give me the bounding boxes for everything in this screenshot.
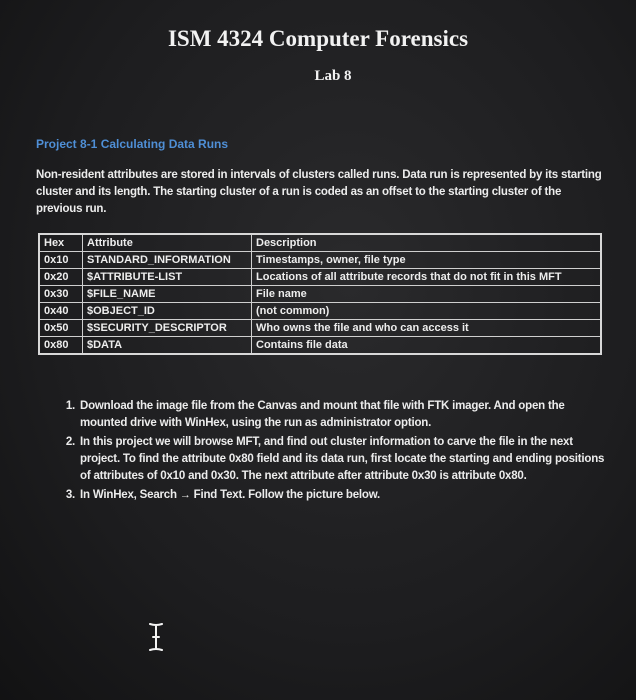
cell-hex: 0x80: [39, 337, 83, 355]
table-header-row: [39, 234, 601, 252]
intro-paragraph: Non-resident attributes are stored in intervals of clusters called runs. Data run is represented by its starting cluster and its length. The starting cluster of a run is coded as an offset to the starting cluster of the previous run.: [36, 169, 602, 215]
step-text-before: In WinHex, Search: [80, 489, 177, 501]
cell-attribute: $OBJECT_ID: [83, 303, 252, 320]
table-row: [39, 269, 601, 286]
table-row: [39, 286, 601, 303]
right-arrow-icon: →: [179, 489, 191, 501]
table-row: [39, 320, 601, 337]
cell-description: File name: [252, 286, 602, 303]
cell-attribute: $FILE_NAME: [83, 286, 252, 303]
cell-attribute: $DATA: [83, 337, 252, 355]
document-title: ISM 4324 Computer Forensics: [167, 26, 469, 51]
cell-hex: 0x30: [39, 286, 83, 303]
instruction-steps: [48, 398, 610, 506]
lab-number: Lab 8: [314, 68, 352, 84]
step-item: 1. Download the image file from the Canvas and mount that file with FTK imager. And open the mounted drive with WinHex, using the run as administrator option.: [78, 398, 610, 432]
cell-attribute: $SECURITY_DESCRIPTOR: [83, 320, 252, 337]
cell-hex: 0x10: [39, 252, 83, 269]
cell-attribute: STANDARD_INFORMATION: [83, 252, 252, 269]
table-row: [39, 252, 601, 269]
cell-description: (not common): [252, 303, 602, 320]
cell-hex: 0x50: [39, 320, 83, 337]
step-item: 2. In this project we will browse MFT, and find out cluster information to carve the file in the next project. To find the attribute 0x80 field and its data run, first locate the starting and ending positions of attributes of 0x10 and 0x30. The next attribute after attribute 0x30 is attribute 0x80.: [78, 434, 610, 485]
cell-hex: 0x20: [39, 269, 83, 286]
step-item: [78, 487, 610, 504]
project-heading: Project 8-1 Calculating Data Runs: [36, 137, 229, 151]
cell-description: Who owns the file and who can access it: [252, 320, 602, 337]
cell-hex: 0x40: [39, 303, 83, 320]
table-row: [39, 337, 601, 355]
step-text-after: Find Text. Follow the picture below.: [190, 489, 381, 501]
text-cursor-icon: [146, 622, 166, 652]
header-attribute: Attribute: [83, 234, 252, 252]
cell-attribute: $ATTRIBUTE-LIST: [83, 269, 252, 286]
cell-description: Contains file data: [252, 337, 602, 355]
cell-description: Locations of all attribute records that do not fit in this MFT: [252, 269, 602, 286]
cell-description: Timestamps, owner, file type: [252, 252, 602, 269]
attribute-table: [38, 233, 602, 355]
header-description: Description: [252, 234, 602, 252]
table-row: [39, 303, 601, 320]
header-hex: Hex: [39, 234, 83, 252]
